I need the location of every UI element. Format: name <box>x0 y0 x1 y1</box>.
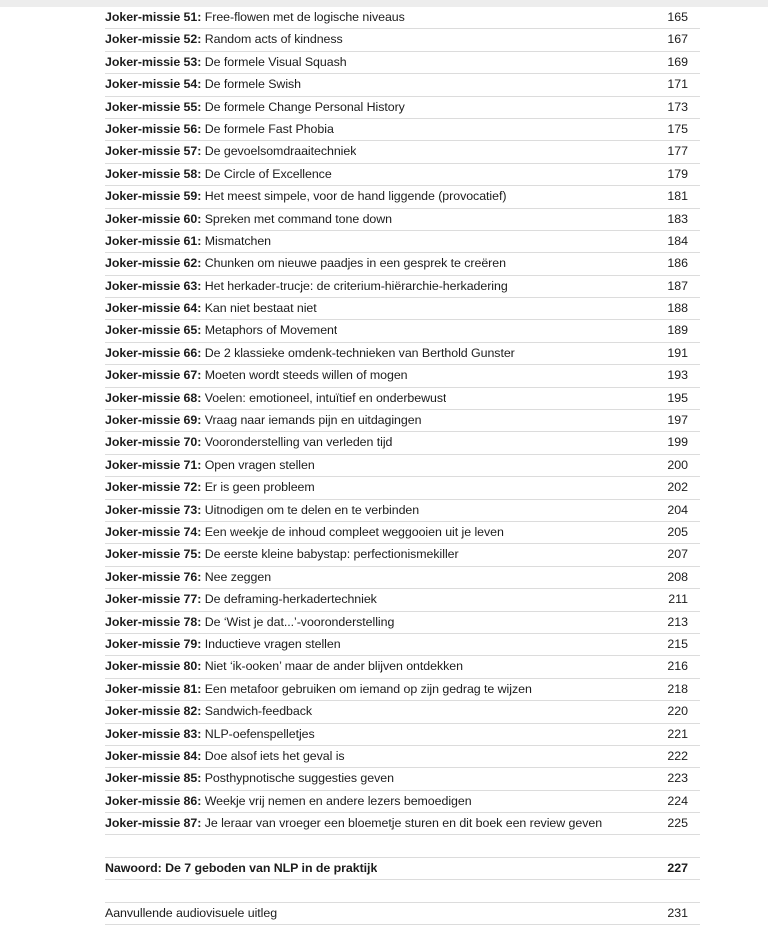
toc-entry-label: Joker-missie 62: <box>105 256 202 271</box>
toc-entry-title <box>105 298 317 319</box>
toc-row[interactable] <box>105 768 700 790</box>
toc-page-number: 189 <box>667 323 688 338</box>
toc-entry-title <box>105 768 394 789</box>
toc-entry-text: Chunken om nieuwe paadjes in een gesprek te creëren <box>201 256 506 271</box>
toc-row[interactable] <box>105 612 700 634</box>
toc-entry-label: Joker-missie 54: <box>105 77 202 92</box>
toc-page-number: 222 <box>667 748 688 763</box>
toc-entry-title <box>105 589 377 610</box>
toc-page-number: 186 <box>667 256 688 271</box>
toc-entry-title <box>105 410 421 431</box>
toc-entry-label: Joker-missie 55: <box>105 99 202 114</box>
toc-row[interactable] <box>105 209 700 231</box>
toc-entry-title <box>105 544 459 565</box>
toc-row[interactable] <box>105 7 700 29</box>
toc-entry-label: Joker-missie 66: <box>105 345 202 360</box>
toc-spacer-row <box>105 835 700 857</box>
toc-page-number: 215 <box>667 636 688 651</box>
toc-row[interactable] <box>105 813 700 835</box>
toc-entry-title <box>105 186 506 207</box>
toc-entry-text: Je leraar van vroeger een bloemetje sturen en dit boek een review geven <box>201 816 603 831</box>
toc-entry-title <box>105 52 347 73</box>
toc-page-number: 167 <box>667 32 688 47</box>
toc-page-number: 202 <box>667 480 688 495</box>
toc-entry-title <box>105 701 312 722</box>
toc-entry-title <box>105 432 392 453</box>
toc-entry-label: Joker-missie 84: <box>105 748 202 763</box>
toc-entry-label: Joker-missie 73: <box>105 502 202 517</box>
toc-row[interactable] <box>105 634 700 656</box>
toc-page-number: 218 <box>667 681 688 696</box>
toc-entry-text: Nee zeggen <box>201 569 272 584</box>
toc-entry-title <box>105 276 508 297</box>
toc-entry-text: Posthypnotische suggesties geven <box>201 771 394 786</box>
toc-entry-text: De eerste kleine babystap: perfectionismekiller <box>201 547 459 562</box>
toc-entry-text: Metaphors of Movement <box>201 323 338 338</box>
toc-entry-title <box>105 119 334 140</box>
toc-row[interactable] <box>105 701 700 723</box>
toc-entry-label: Joker-missie 69: <box>105 413 202 428</box>
toc-row[interactable] <box>105 276 700 298</box>
toc-entry-text: De formele Visual Squash <box>201 54 347 69</box>
toc-page-number: 173 <box>667 99 688 114</box>
toc-entry-title <box>105 209 392 230</box>
toc-page-number: 211 <box>668 592 688 607</box>
toc-entry-label: Joker-missie 86: <box>105 793 202 808</box>
toc-page-number: 184 <box>667 233 688 248</box>
toc-entry-label: Joker-missie 85: <box>105 771 202 786</box>
toc-entry-text: Het meest simpele, voor de hand liggende (provocatief) <box>201 189 507 204</box>
toc-entry-title <box>105 813 602 834</box>
toc-entry-text: Een metafoor gebruiken om iemand op zijn gedrag te wijzen <box>201 681 532 696</box>
toc-page-number: 191 <box>667 345 688 360</box>
toc-entry-label: Joker-missie 71: <box>105 457 202 472</box>
toc-entry-title <box>105 97 405 118</box>
toc-page-number: 231 <box>667 905 688 920</box>
toc-page-number: 179 <box>667 166 688 181</box>
toc-page-number: 195 <box>667 390 688 405</box>
toc-row[interactable] <box>105 544 700 566</box>
toc-entry-text: De formele Swish <box>201 77 302 92</box>
toc-row[interactable] <box>105 141 700 163</box>
toc-entry-label: Joker-missie 68: <box>105 390 202 405</box>
toc-row[interactable] <box>105 903 700 925</box>
toc-entry-label: Joker-missie 60: <box>105 211 202 226</box>
toc-entry-label: Joker-missie 61: <box>105 233 202 248</box>
toc-row[interactable] <box>105 724 700 746</box>
toc-entry-text: Niet ‘ik-ooken’ maar de ander blijven ontdekken <box>201 659 463 674</box>
toc-entry-text: Moeten wordt steeds willen of mogen <box>201 368 408 383</box>
toc-entry-text: Random acts of kindness <box>201 32 343 47</box>
toc-entry-label: Joker-missie 59: <box>105 189 202 204</box>
toc-row[interactable] <box>105 97 700 119</box>
toc-entry-title <box>105 7 405 28</box>
toc-entry-text: Voelen: emotioneel, intuïtief en onderbewust <box>201 390 447 405</box>
toc-page-number: 193 <box>667 368 688 383</box>
toc-entry-title <box>105 903 277 924</box>
toc-entry-label: Joker-missie 83: <box>105 726 202 741</box>
toc-entry-text: De gevoelsomdraaitechniek <box>201 144 357 159</box>
toc-entry-text: De Circle of Excellence <box>201 166 332 181</box>
toc-entry-label: Joker-missie 77: <box>105 592 202 607</box>
toc-row[interactable] <box>105 589 700 611</box>
toc-entry-title <box>105 29 343 50</box>
toc-page-number: 187 <box>667 278 688 293</box>
toc-entry-title <box>105 365 408 386</box>
toc-row[interactable] <box>105 455 700 477</box>
toc-entry-title <box>105 343 515 364</box>
toc-entry-title <box>105 679 532 700</box>
toc-entry-title <box>105 388 446 409</box>
toc-entry-text: De formele Fast Phobia <box>201 121 334 136</box>
toc-page-number: 175 <box>667 121 688 136</box>
toc-entry-label: Joker-missie 65: <box>105 323 202 338</box>
toc-entry-label: Joker-missie 51: <box>105 10 202 24</box>
toc-entry-text: Het herkader-trucje: de criterium-hiërarchie-herkadering <box>201 278 508 293</box>
toc-page-number: 188 <box>667 301 688 316</box>
toc-row[interactable] <box>105 388 700 410</box>
toc-entry-label: Joker-missie 81: <box>105 681 202 696</box>
toc-row[interactable] <box>105 656 700 678</box>
toc-page-number: 208 <box>667 569 688 584</box>
toc-row[interactable] <box>105 343 700 365</box>
toc-entry-text: De formele Change Personal History <box>201 99 405 114</box>
toc-entry-label: Joker-missie 87: <box>105 816 202 831</box>
toc-page-number: 223 <box>667 771 688 786</box>
toc-entry-label: Joker-missie 52: <box>105 32 202 47</box>
toc-row[interactable] <box>105 746 700 768</box>
toc-page-number: 199 <box>667 435 688 450</box>
toc-page-number: 204 <box>667 502 688 517</box>
toc-row[interactable] <box>105 522 700 544</box>
toc-entry-label: Joker-missie 79: <box>105 636 202 651</box>
toc-entry-text: Kan niet bestaat niet <box>201 301 317 316</box>
toc-row[interactable] <box>105 231 700 253</box>
toc-page-number: 224 <box>667 793 688 808</box>
toc-page-number: 200 <box>667 457 688 472</box>
toc-row[interactable] <box>105 186 700 208</box>
page-top-band <box>0 0 768 7</box>
toc-row[interactable] <box>105 477 700 499</box>
toc-page-number: 220 <box>667 704 688 719</box>
toc-entry-label: Joker-missie 58: <box>105 166 202 181</box>
toc-entry-text: Uitnodigen om te delen en te verbinden <box>201 502 420 517</box>
toc-row[interactable] <box>105 298 700 320</box>
toc-entry-text: Weekje vrij nemen en andere lezers bemoedigen <box>201 793 472 808</box>
toc-entry-title <box>105 634 341 655</box>
toc-page-number: 183 <box>667 211 688 226</box>
toc-entry-title <box>105 746 345 767</box>
toc-entry-text: Mismatchen <box>201 233 272 248</box>
toc-row[interactable] <box>105 74 700 96</box>
toc-page-number: 227 <box>667 860 688 875</box>
toc-entry-label: Joker-missie 57: <box>105 144 202 159</box>
toc-entry-title <box>105 455 315 476</box>
toc-entry-text: Sandwich-feedback <box>201 704 313 719</box>
toc-entry-text: Vooronderstelling van verleden tijd <box>201 435 393 450</box>
toc-entry-title <box>105 500 419 521</box>
toc-entry-label: Joker-missie 82: <box>105 704 202 719</box>
toc-page-number: 165 <box>667 10 688 24</box>
toc-page-number: 207 <box>667 547 688 562</box>
toc-entry-title <box>105 724 315 745</box>
toc-entry-title <box>105 74 301 95</box>
toc-row[interactable] <box>105 791 700 813</box>
toc-entry-text: De ‘Wist je dat...’-vooronderstelling <box>201 614 395 629</box>
toc-entry-title <box>105 858 377 879</box>
toc-page-number: 213 <box>667 614 688 629</box>
toc-entry-title <box>105 164 332 185</box>
toc-page-number: 205 <box>667 524 688 539</box>
toc-row[interactable] <box>105 432 700 454</box>
toc-page-number: 225 <box>667 816 688 831</box>
toc-entry-label: Joker-missie 74: <box>105 524 202 539</box>
toc-entry-label: Nawoord: De 7 geboden van NLP in de praktijk <box>105 860 378 875</box>
toc-entry-label: Joker-missie 56: <box>105 121 202 136</box>
toc-row[interactable] <box>105 119 700 141</box>
toc-row[interactable] <box>105 253 700 275</box>
toc-row[interactable] <box>105 500 700 522</box>
toc-entry-label: Joker-missie 53: <box>105 54 202 69</box>
toc-page-number: 221 <box>667 726 688 741</box>
toc-row[interactable] <box>105 679 700 701</box>
toc-entry-label: Joker-missie 63: <box>105 278 202 293</box>
toc-entry-title <box>105 477 315 498</box>
toc-row[interactable] <box>105 567 700 589</box>
toc-page-number: 171 <box>667 77 688 92</box>
toc-row[interactable] <box>105 858 700 880</box>
toc-entry-text: Vraag naar iemands pijn en uitdagingen <box>201 413 422 428</box>
toc-entry-label: Joker-missie 80: <box>105 659 202 674</box>
toc-entry-text: De 2 klassieke omdenk-technieken van Berthold Gunster <box>201 345 515 360</box>
toc-entry-text: Er is geen probleem <box>201 480 315 495</box>
toc-page-number: 169 <box>667 54 688 69</box>
toc-entry-text: Free-flowen met de logische niveaus <box>201 10 405 24</box>
toc-entry-title <box>105 567 271 588</box>
toc-entry-label: Joker-missie 76: <box>105 569 202 584</box>
toc-entry-text: De deframing-herkadertechniek <box>201 592 377 607</box>
toc-entry-text: Spreken met command tone down <box>201 211 392 226</box>
toc-row[interactable] <box>105 365 700 387</box>
toc-row[interactable] <box>105 164 700 186</box>
toc-page-number: 216 <box>667 659 688 674</box>
toc-entry-title <box>105 522 504 543</box>
toc-entry-text: Een weekje de inhoud compleet weggooien uit je leven <box>201 524 504 539</box>
toc-page-number: 197 <box>667 413 688 428</box>
toc-entry-label: Joker-missie 70: <box>105 435 202 450</box>
toc-entry-label: Joker-missie 75: <box>105 547 202 562</box>
toc-entry-label: Joker-missie 72: <box>105 480 202 495</box>
toc-entry-title <box>105 253 506 274</box>
toc-entry-text: Aanvullende audiovisuele uitleg <box>105 905 278 920</box>
toc-page-number: 177 <box>667 144 688 159</box>
toc-entry-text: Inductieve vragen stellen <box>201 636 341 651</box>
toc-entry-title <box>105 320 337 341</box>
toc-row[interactable] <box>105 52 700 74</box>
toc-entry-title <box>105 231 271 252</box>
toc-row[interactable] <box>105 410 700 432</box>
toc-entry-title <box>105 791 472 812</box>
toc-entry-title <box>105 141 356 162</box>
toc-entry-title <box>105 656 463 677</box>
toc-entry-text: Doe alsof iets het geval is <box>201 748 345 763</box>
toc-entry-label: Joker-missie 67: <box>105 368 202 383</box>
toc-entry-title <box>105 612 394 633</box>
toc-entry-label: Joker-missie 64: <box>105 301 202 316</box>
toc-page-number: 181 <box>667 189 688 204</box>
toc-row[interactable] <box>105 29 700 51</box>
toc-entry-text: NLP-oefenspelletjes <box>201 726 315 741</box>
table-of-contents-list <box>105 7 700 925</box>
toc-entry-text: Open vragen stellen <box>201 457 315 472</box>
toc-entry-label: Joker-missie 78: <box>105 614 202 629</box>
toc-spacer-row <box>105 880 700 902</box>
toc-row[interactable] <box>105 320 700 342</box>
